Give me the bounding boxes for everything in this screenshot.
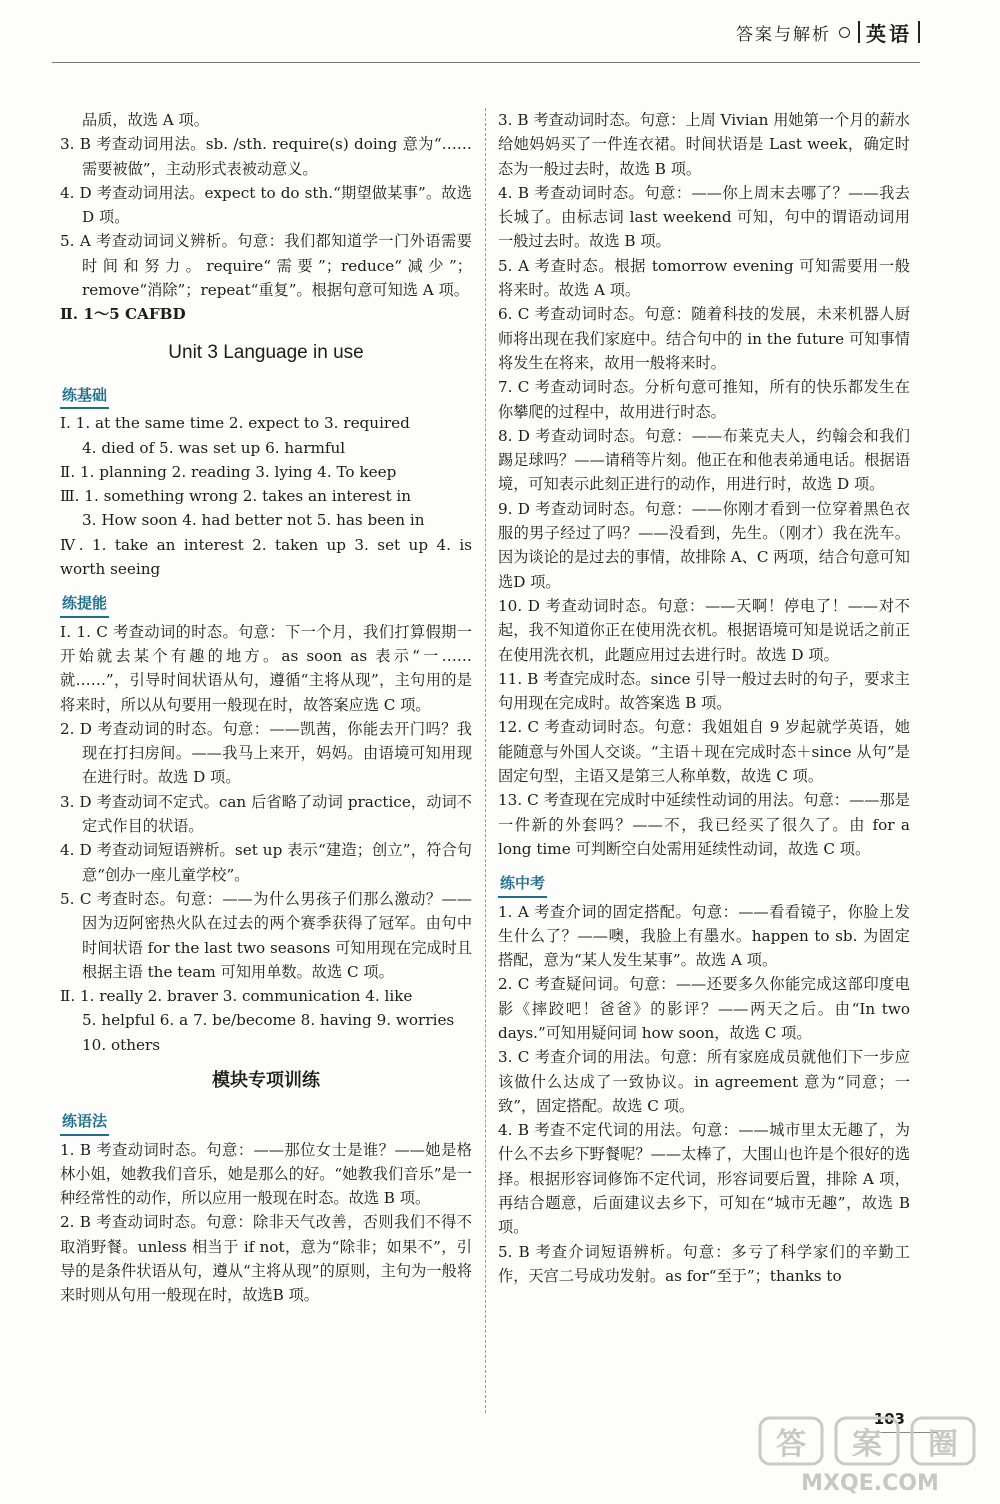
answer-item: 2. D 考查动词的时态。句意：——凯茜，你能去开门吗？我现在打扫房间。——我马上来开，妈妈。由语境可知用现在进行时。故选 D 项。 bbox=[60, 719, 472, 787]
answer-item: 品质，故选 A 项。 bbox=[82, 111, 209, 129]
header-subject: 英语 bbox=[866, 21, 912, 46]
answer-item: 5. C 考查时态。句意：——为什么男孩子们那么激动？——因为迈阿密热火队在过去的两个赛季获得了冠军。由句中时间状语 for the last two seasons 可知用现在完成时且根据主语 the team 可知用单数。故选 C 项。 bbox=[60, 889, 472, 981]
answer-item: 1. A 考查介词的固定搭配。句意：——看看镜子，你脸上发生什么了？——噢，我脸上有墨水。happen to sb. 为固定搭配，意为“某人发生某事”。故选 A 项。 bbox=[498, 902, 910, 970]
answer-item: 11. B 考查完成时态。since 引导一般过去时的句子，要求主句用现在完成时。故答案选 B 项。 bbox=[498, 669, 910, 713]
answer-item: 12. C 考查动词时态。句意：我姐姐自 9 岁起就学英语，她能随意与外国人交谈。“主语＋现在完成时态＋since 从句”是固定句型，主语又是第三人称单数，故选 C 项。 bbox=[498, 718, 910, 786]
module-title: 模块专项训练 bbox=[212, 1069, 320, 1091]
svg-text:案: 案 bbox=[852, 1427, 882, 1462]
answer-item: 7. C 考查动词时态。分析句意可推知，所有的快乐都发生在你攀爬的过程中，故用进行时态。 bbox=[498, 378, 910, 421]
answer-item: 4. B 考查不定代词的用法。句意：——城市里太无趣了，为什么不去乡下野餐呢？——太棒了，大围山也许是个很好的选择。根据形容词修饰不定代词，形容词要后置，排除 A 项，再结合题意，后面建议去乡下，可知在“城市无趣”，故选 B 项。 bbox=[498, 1121, 910, 1237]
answer-line: Ⅰ. 1. at the same time 2. expect to 3. required bbox=[60, 414, 410, 433]
answer-item: 3. D 考查动词不定式。can 后省略了动词 practice，动词不定式作目的状语。 bbox=[60, 792, 472, 836]
section-label: 练提能 bbox=[60, 591, 109, 617]
divider-bar bbox=[918, 21, 920, 43]
right-column bbox=[498, 108, 910, 1288]
answer-item: 8. D 考查动词时态。句意：——布莱克夫人，约翰会和我们踢足球吗？——请稍等片刻。他正在和他表弟通电话。根据语境，可知表示此刻正进行的动作，用进行时，故选 D 项。 bbox=[498, 426, 910, 494]
answer-item: 4. D 考查动词用法。expect to do sth.“期望做某事”。故选 D 项。 bbox=[60, 183, 472, 227]
answer-item: 13. C 考查现在完成时中延续性动词的用法。句意：——那是一件新的外套吗？——不，我已经买了很久了。由 for a long time 可判断空白处需用延续性动词，故选 C 项。 bbox=[498, 791, 910, 858]
answer-item: 5. A 考查动词词义辨析。句意：我们都知道学一门外语需要时间和努力。require“需要”；reduce“减少”；remove“消除”；repeat“重复”。根据句意可知选 A 项。 bbox=[60, 232, 472, 300]
answer-line: Ⅱ. 1. really 2. braver 3. communication 4. like bbox=[60, 987, 413, 1006]
answer-item: 2. C 考查疑问词。句意：——还要多久你能完成这部印度电影《摔跤吧！爸爸》的影评？——两天之后。由“In two days.”可知用疑问词 how soon，故选 C 项。 bbox=[498, 975, 910, 1042]
divider-bar bbox=[858, 21, 860, 43]
svg-text:答: 答 bbox=[776, 1427, 806, 1462]
answer-item: 1. B 考查动词时态。句意：——那位女士是谁？——她是格林小姐，她教我们音乐，她是那么的好。“她教我们音乐”是一种经常性的动作，所以应用一般现在时态。故选 B 项。 bbox=[60, 1140, 472, 1208]
answer-item: 6. C 考查动词时态。句意：随着科技的发展，未来机器人厨师将出现在我们家庭中。结合句中的 in the future 可知事情将发生在将来，故用一般将来时。 bbox=[498, 305, 910, 372]
svg-text:MXQE.COM: MXQE.COM bbox=[801, 1471, 939, 1496]
answer-line: 3. How soon 4. had better not 5. has been in bbox=[82, 511, 425, 530]
answer-line: Ⅲ. 1. something wrong 2. takes an interest in bbox=[60, 487, 412, 506]
unit-title: Unit 3 Language in use bbox=[168, 341, 364, 363]
answer-item: 10. D 考查动词时态。句意：——天啊！停电了！——对不起，我不知道你正在使用洗衣机。根据语境可知是说话之前正在使用洗衣机，此题应用过去进行时。故选 D 项。 bbox=[498, 596, 910, 664]
answer-item: Ⅰ. 1. C 考查动词的时态。句意：下一个月，我们打算假期一开始就去某个有趣的地方。as soon as 表示“一……就……”，引导时间状语从句，遵循“主将从现”，主句用的是将来时，所以从句要用一般现在时，故答案应选 C 项。 bbox=[60, 622, 472, 714]
section-label: 练基础 bbox=[60, 383, 109, 409]
page-number: 103 bbox=[873, 1410, 905, 1428]
column-divider bbox=[485, 108, 486, 1413]
section-label: 练中考 bbox=[498, 871, 547, 897]
answer-line: 5. helpful 6. a 7. be/become 8. having 9. worries bbox=[82, 1011, 455, 1030]
svg-text:圈: 圈 bbox=[928, 1427, 958, 1462]
header-rule bbox=[52, 62, 920, 63]
answer-line: Ⅳ. 1. take an interest 2. taken up 3. set up 4. is worth seeing bbox=[60, 535, 472, 579]
page-header bbox=[736, 14, 920, 50]
answer-item: 4. D 考查动词短语辨析。set up 表示“建造；创立”，符合句意“创办一座儿童学校”。 bbox=[60, 841, 472, 884]
header-title: 答案与解析 bbox=[736, 24, 831, 45]
answer-item: 5. B 考查介词短语辨析。句意：多亏了科学家们的辛勤工作，天宫二号成功发射。as for“至于”；thanks to bbox=[498, 1242, 910, 1285]
answer-item: 3. C 考查介词的用法。句意：所有家庭成员就他们下一步应该做什么达成了一致协议。in agreement 意为“同意；一致”，固定搭配。故选 C 项。 bbox=[498, 1048, 910, 1115]
answer-item: 9. D 考查动词时态。句意：——你刚才看到一位穿着黑色衣服的男子经过了吗？——没看到，先生。（刚才）我在洗车。因为谈论的是过去的事情，故排除 A、C 两项，结合句意可知选D 项。 bbox=[498, 499, 910, 591]
left-column bbox=[60, 108, 472, 1308]
answer-item: 3. B 考查动词时态。句意：上周 Vivian 用她第一个月的薪水给她妈妈买了一件连衣裙。时间状语是 Last week，确定时态为一般过去时，故选 B 项。 bbox=[498, 111, 910, 178]
answer-item: 4. B 考查动词时态。句意：——你上周末去哪了？——我去长城了。由标志词 last weekend 可知，句中的谓语动词用一般过去时。故选 B 项。 bbox=[498, 183, 910, 251]
answer-item: Ⅱ. 1～5 CAFBD bbox=[60, 305, 186, 324]
answer-line: 4. died of 5. was set up 6. harmful bbox=[82, 438, 346, 457]
answer-line: 10. others bbox=[82, 1035, 161, 1054]
answer-item: 5. A 考查时态。根据 tomorrow evening 可知需要用一般将来时。故选 A 项。 bbox=[498, 256, 910, 300]
answer-line: Ⅱ. 1. planning 2. reading 3. lying 4. To keep bbox=[60, 462, 397, 481]
answer-item: 3. B 考查动词用法。sb. /sth. require(s) doing 意为“……需要被做”，主动形式表被动意义。 bbox=[60, 135, 472, 178]
watermark-logo bbox=[754, 1412, 986, 1496]
circle-icon bbox=[839, 27, 850, 38]
answer-item: 2. B 考查动词时态。句意：除非天气改善，否则我们不得不取消野餐。unless 相当于 if not，意为“除非；如果不”，引导的是条件状语从句，遵从“主将从现”的原则，主句为一般将来时则从句用一般现在时，故选B 项。 bbox=[60, 1213, 472, 1305]
section-label: 练语法 bbox=[60, 1109, 109, 1135]
